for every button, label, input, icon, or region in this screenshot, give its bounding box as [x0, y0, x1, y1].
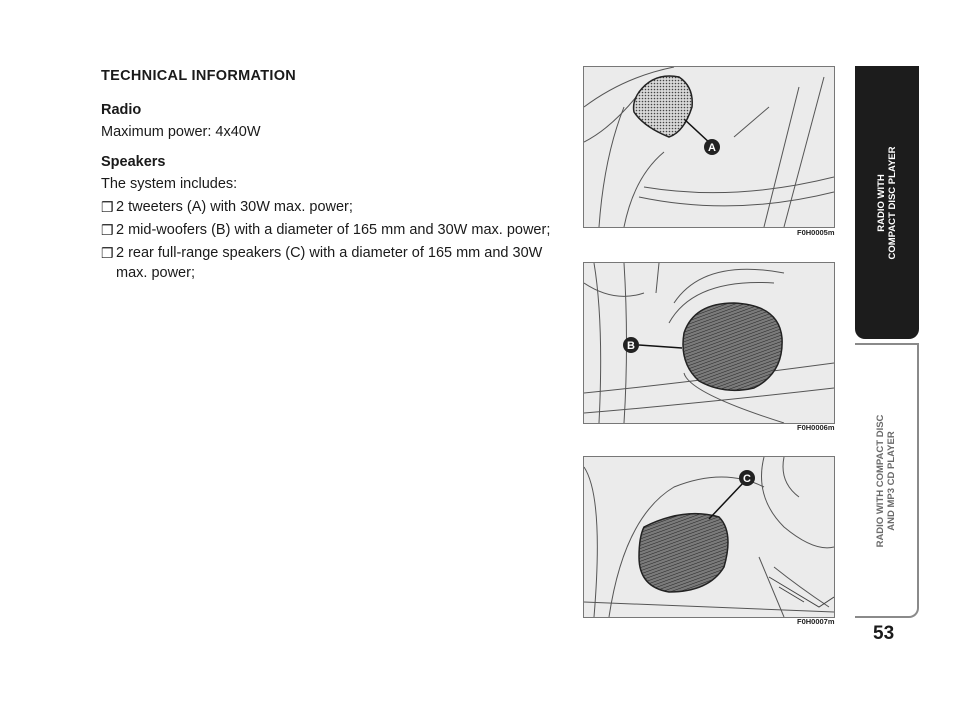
callout-label-a: A [708, 142, 716, 154]
list-item [101, 220, 561, 240]
tab-label-line2: COMPACT DISC PLAYER [887, 146, 898, 259]
tab-label [876, 146, 898, 259]
speakers-list [101, 197, 561, 283]
checkbox-bullet-icon: ❒ [101, 199, 114, 215]
figure-rear-speaker [583, 456, 835, 618]
list-item-text: 2 tweeters (A) with 30W max. power; [116, 199, 353, 215]
mid-woofer-speaker-illustration-icon [584, 263, 834, 423]
page-number: 53 [873, 623, 895, 644]
tab-label [875, 414, 897, 547]
section-title: TECHNICAL INFORMATION [101, 68, 297, 84]
radio-heading: Radio [101, 102, 142, 118]
list-item-text: 2 rear full-range speakers (C) with a diameter of 165 mm and 30W max. power; [116, 245, 543, 281]
list-item [101, 197, 561, 217]
tweeter-speaker-illustration-icon [584, 67, 834, 227]
checkbox-bullet-icon: ❒ [101, 222, 114, 238]
checkbox-bullet-icon: ❒ [101, 245, 114, 261]
tab-label-line2: AND MP3 CD PLAYER [886, 430, 897, 531]
list-item-text: 2 mid-woofers (B) with a diameter of 165 mm and 30W max. power; [116, 222, 551, 238]
tab-radio-compact-disc-player[interactable] [855, 66, 919, 339]
radio-power-text: Maximum power: 4x40W [101, 124, 261, 140]
callout-label-b: B [627, 340, 635, 352]
rear-speaker-illustration-icon [584, 457, 834, 617]
speakers-heading: Speakers [101, 154, 166, 170]
figure-mid-woofer [583, 262, 835, 424]
figure-code-a: F0H0005m [797, 228, 835, 237]
speakers-intro: The system includes: [101, 176, 238, 192]
figure-tweeter [583, 66, 835, 228]
tab-label-line1: RADIO WITH COMPACT DISC [875, 414, 886, 547]
tab-label-line1: RADIO WITH [876, 173, 887, 232]
list-item [101, 243, 561, 283]
tab-radio-compact-disc-mp3-player[interactable] [855, 343, 919, 618]
callout-label-c: C [743, 473, 751, 485]
manual-text-column [101, 66, 561, 286]
figure-code-c: F0H0007m [797, 617, 835, 626]
figure-code-b: F0H0006m [797, 423, 835, 432]
